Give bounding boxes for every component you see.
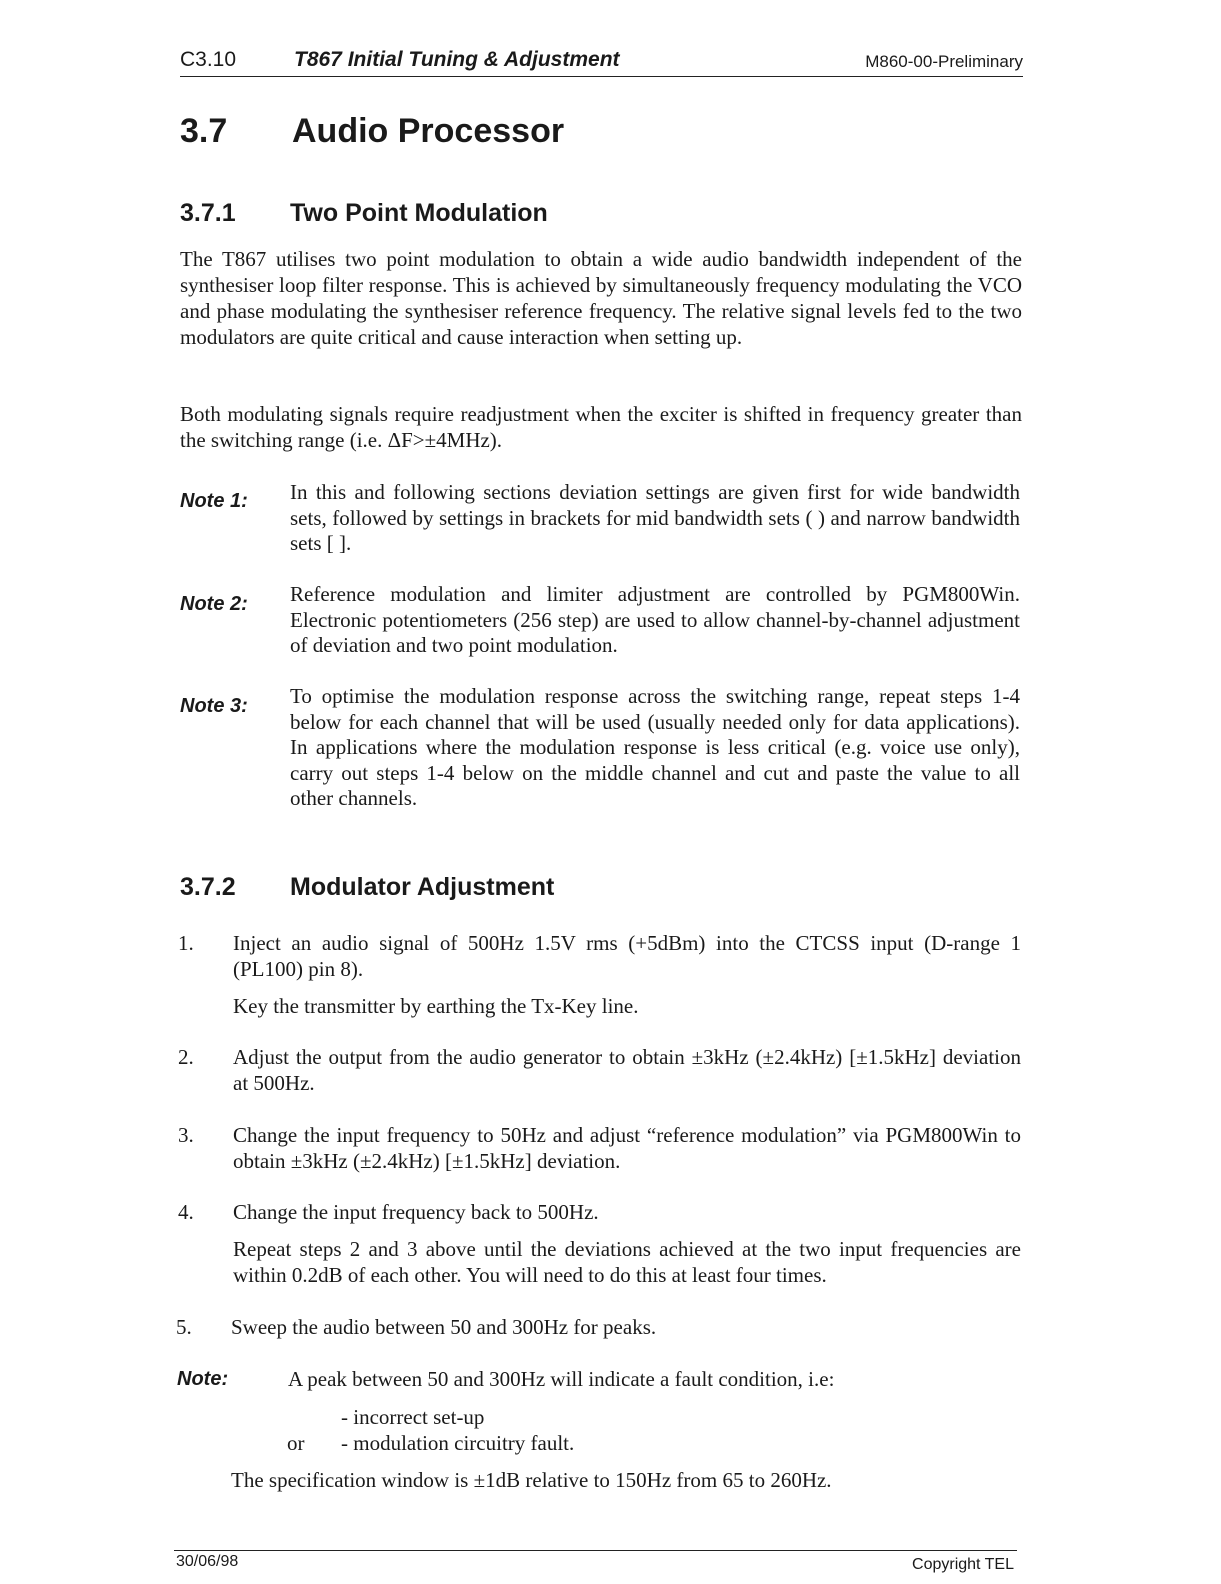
- subsection-title-2: Modulator Adjustment: [290, 873, 555, 901]
- note-fault-text: A peak between 50 and 300Hz will indicate a fault condition, i.e:: [288, 1367, 835, 1391]
- step-5-number: 5.: [176, 1315, 192, 1339]
- specification-text: The specification window is ±1dB relative to 150Hz from 65 to 260Hz.: [231, 1468, 832, 1492]
- step-1-text: Inject an audio signal of 500Hz 1.5V rms (+5dBm) into the CTCSS input (D-range 1 (PL100) pin 8).: [233, 931, 1021, 981]
- step-1-extra: Key the transmitter by earthing the Tx-Key line.: [233, 994, 639, 1018]
- header-title: T867 Initial Tuning & Adjustment: [294, 48, 620, 71]
- note-2-label: Note 2:: [180, 593, 248, 615]
- footer-date: 30/06/98: [176, 1553, 239, 1570]
- step-3-text: Change the input frequency to 50Hz and adjust “reference modulation” via PGM800Win to obtain ±3kHz (±2.4kHz) [±1.5kHz] deviation.: [233, 1123, 1021, 1173]
- note-1-text: In this and following sections deviation settings are given first for wide bandwidth sets, followed by settings in brackets for mid bandwidth sets ( ) and narrow bandwidth sets [ ].: [290, 480, 1020, 555]
- footer-copyright: Copyright TEL: [912, 1556, 1014, 1573]
- step-2-number: 2.: [178, 1045, 194, 1069]
- step-5-text: Sweep the audio between 50 and 300Hz for peaks.: [231, 1315, 657, 1339]
- fault-item-circuitry: - modulation circuitry fault.: [341, 1431, 575, 1455]
- note-3-label: Note 3:: [180, 695, 248, 717]
- section-title: Audio Processor: [292, 112, 565, 150]
- fault-item-setup: - incorrect set-up: [341, 1405, 485, 1429]
- header-doc-id: M860-00-Preliminary: [865, 52, 1023, 71]
- subsection-title-1: Two Point Modulation: [290, 199, 548, 227]
- note-fault-label: Note:: [177, 1368, 229, 1390]
- header-section-number: C3.10: [180, 48, 237, 71]
- note-1-label: Note 1:: [180, 490, 248, 512]
- footer-rule: [174, 1550, 1017, 1551]
- step-4-extra: Repeat steps 2 and 3 above until the deviations achieved at the two input frequencies are within 0.2dB of each other. You will need to do this at least four times.: [233, 1237, 1021, 1287]
- step-1-number: 1.: [178, 931, 194, 955]
- note-3-text: To optimise the modulation response across the switching range, repeat steps 1-4 below for each channel that will be used (usually needed only for data applications). In applications where the modulation response is less critical (e.g. voice use only), carry out steps 1-4 below on the middle channel and cut and paste the value to all other channels.: [290, 684, 1020, 810]
- step-2-text: Adjust the output from the audio generator to obtain ±3kHz (±2.4kHz) [±1.5kHz] deviation at 500Hz.: [233, 1045, 1021, 1095]
- subsection-number-2: 3.7.2: [180, 873, 236, 901]
- subsection-number-1: 3.7.1: [180, 199, 236, 227]
- step-3-number: 3.: [178, 1123, 194, 1147]
- fault-or-word: or: [287, 1431, 305, 1455]
- section-number: 3.7: [180, 112, 228, 150]
- paragraph-two-point: The T867 utilises two point modulation to obtain a wide audio bandwidth independent of the synthesiser loop filter response. This is achieved by simultaneously frequency modulating the VCO and phase modulating the synthesiser reference frequency. The relative signal levels fed to the two modulators are quite critical and cause interaction when setting up.: [180, 247, 1022, 349]
- step-4-text: Change the input frequency back to 500Hz.: [233, 1200, 599, 1224]
- paragraph-readjustment: Both modulating signals require readjustment when the exciter is shifted in frequency greater than the switching range (i.e. ΔF>±4MHz).: [180, 402, 1022, 452]
- page-header: [180, 48, 1023, 77]
- note-2-text: Reference modulation and limiter adjustment are controlled by PGM800Win. Electronic potentiometers (256 step) are used to allow channel-by-channel adjustment of deviation and two point modulation.: [290, 582, 1020, 657]
- step-4-number: 4.: [178, 1200, 194, 1224]
